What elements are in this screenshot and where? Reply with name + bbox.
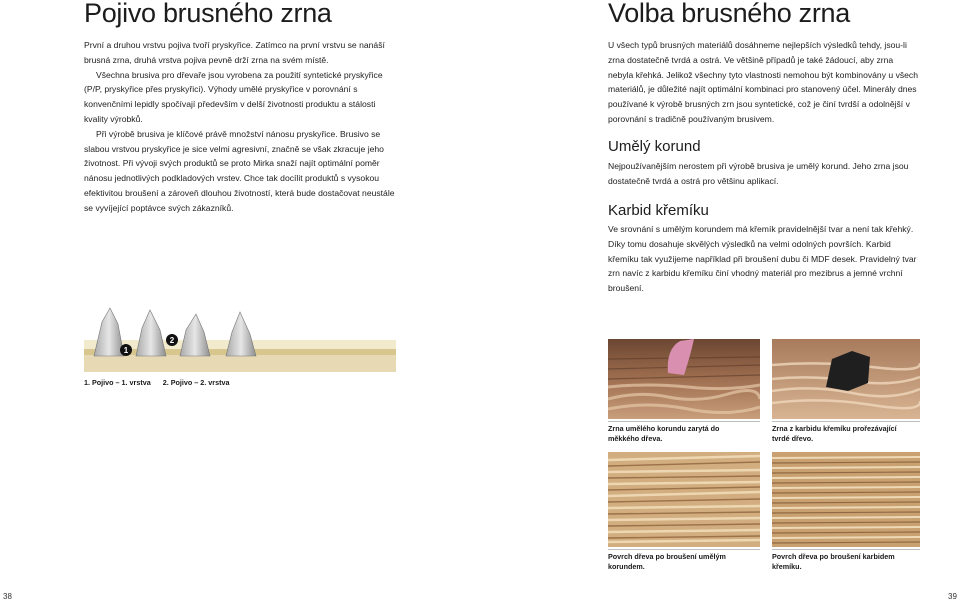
- resin-layers-diagram: [84, 300, 396, 372]
- section-heading-corundum: Umělý korund: [608, 138, 701, 155]
- caption-wood-after-corundum: Povrch dřeva po broušení umělým korundem.: [608, 552, 726, 571]
- caption-rule-2: [772, 421, 920, 422]
- left-body-text: [84, 38, 396, 216]
- legend-item-1: 1. Pojivo – 1. vrstva: [84, 378, 151, 387]
- right-intro-text: U všech typů brusných materiálů dosáhneme nejlepších výsledků tehdy, jsou-li zrna dostatečně tvrdá a ostrá. Ve většině případů je také žádoucí, aby zrna nebyla křehká. Jelikož všechny tyto vlastnosti nemohou být kombinovány u všech materiálů, je důležité najít optimální kombinaci pro stanovený účel. Minerály dnes používané k výrobě brusných zrn jsou syntetické, což je činí tvrdší a odolnější v porovnání s tradičně používaným brusivem.: [608, 40, 919, 124]
- caption-rule-3: [608, 549, 760, 550]
- photo-wood-after-corundum: [608, 452, 760, 547]
- legend-item-2: 2. Pojivo – 2. vrstva: [162, 378, 230, 387]
- right-page-title: Volba brusného zrna: [608, 0, 850, 28]
- section-heading-silicon-carbide: Karbid křemíku: [608, 202, 709, 219]
- left-paragraph-1: První a druhou vrstvu pojiva tvoří pryskyřice. Zatímco na první vrstvu se nanáší brusná zrna, druhá vrstva pojiva pevně drží zrna na svém místě.: [84, 40, 385, 65]
- caption-corundum-soft-wood: Zrna umělého korundu zarytá do měkkého dřeva.: [608, 424, 720, 443]
- caption-silicon-carbide-hard-wood: Zrna z karbidu křemíku prořezávající tvrdé dřevo.: [772, 424, 897, 443]
- photo-silicon-carbide-hard-wood: [772, 339, 920, 419]
- left-paragraph-2: Všechna brusiva pro dřevaře jsou vyrobena za použití syntetické pryskyřice (P/P, pryskyřice přes pryskyřici). Výhody umělé pryskyřice v porovnání s konvenčními lepidly spočívají především v delší životnosti produktu a stálosti kvality výrobků.: [84, 69, 383, 124]
- photo-wood-after-silicon-carbide: [772, 452, 920, 547]
- backing-layer: [84, 354, 396, 372]
- caption-wood-after-silicon-carbide: Povrch dřeva po broušení karbidem křemíku.: [772, 552, 895, 571]
- grain-4: [226, 312, 256, 356]
- grain-2: [136, 310, 166, 356]
- grain-3: [180, 314, 210, 356]
- caption-rule-4: [772, 549, 920, 550]
- section-text-corundum: Nejpoužívanějším nerostem při výrobě brusiva je umělý korund. Jeho zrna jsou dostatečně tvrdá a ostrá pro většinu aplikací.: [608, 161, 909, 186]
- diagram-legend: [84, 378, 239, 387]
- marker-2-label: 2: [169, 336, 175, 345]
- marker-1-label: 1: [123, 346, 129, 355]
- section-text-silicon-carbide: Ve srovnání s umělým korundem má křemík pravidelnější tvar a není tak křehký. Díky tomu dosahuje skvělých výsledků na velmi odolných površích. Karbid křemíku tak využijeme například při broušení dubu či MDF desek. Pravidelný tvar zrn navíc z karbidu křemíku činí vhodný materiál pro mezibrus a jemné vrchní broušení.: [608, 224, 917, 294]
- grain-1: [94, 308, 124, 356]
- left-page-number: 38: [3, 592, 12, 601]
- caption-rule-1: [608, 421, 760, 422]
- left-page-title: Pojivo brusného zrna: [84, 0, 332, 28]
- right-page-number: 39: [948, 592, 957, 601]
- left-paragraph-3: Při výrobě brusiva je klíčové právě množství nánosu pryskyřice. Brusivo se slabou vrstvou pryskyřice je sice velmi agresivní, značně se však zkracuje jeho životnost. Při vývoji svých produktů se proto Mirka snaží najít optimální poměr nánosu jednotlivých podkladových vrstev. Chce tak docílit produktů s vysokou efektivitou broušení a zároveň dlouhou životností, která bude dostačovat neustále se vyvíjející poptávce svých zákazníků.: [84, 128, 395, 213]
- photo-corundum-soft-wood: [608, 339, 760, 419]
